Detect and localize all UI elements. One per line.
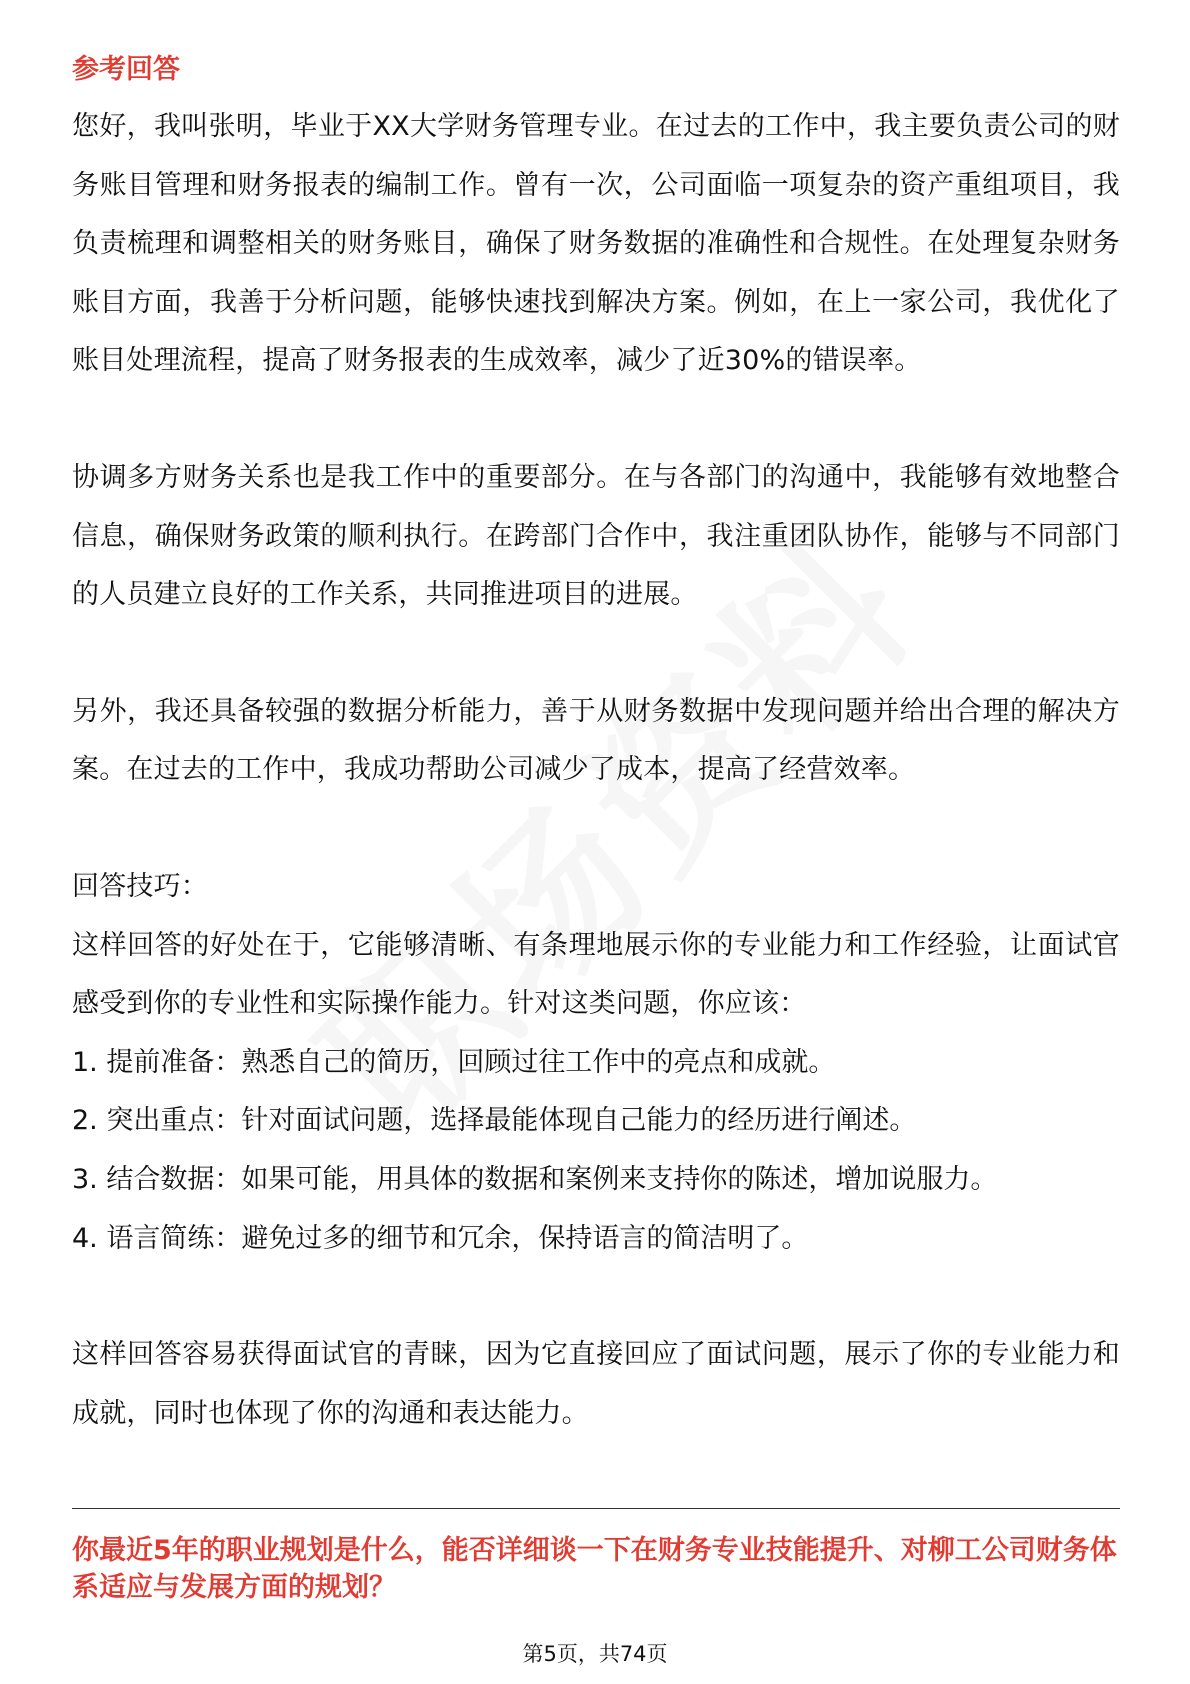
tips-list-item-1: 1. 提前准备：熟悉自己的简历，回顾过往工作中的亮点和成就。	[72, 1046, 836, 1078]
tips-list-item-4: 4. 语言简练：避免过多的细节和冗余，保持语言的简洁明了。	[72, 1222, 809, 1254]
paragraph-gap	[72, 391, 1120, 449]
tips-intro: 这样回答的好处在于，它能够清晰、有条理地展示你的专业能力和工作经验，让面试官感受到你的专业性和实际操作能力。针对这类问题，你应该：	[72, 929, 1120, 1020]
answer-heading: 参考回答	[72, 54, 180, 85]
page-footer: 第5页，共74页	[522, 1642, 668, 1666]
paragraph-gap	[72, 1268, 1120, 1326]
tips-heading: 回答技巧：	[72, 870, 208, 902]
answer-paragraph-2: 协调多方财务关系也是我工作中的重要部分。在与各部门的沟通中，我能够有效地整合信息，确保财务政策的顺利执行。在跨部门合作中，我注重团队协作，能够与不同部门的人员建立良好的工作关系，共同推进项目的进展。	[72, 461, 1120, 611]
tips-conclusion: 这样回答容易获得面试官的青睐，因为它直接回应了面试问题，展示了你的专业能力和成就，同时也体现了你的沟通和表达能力。	[72, 1339, 1120, 1429]
section-divider	[72, 1508, 1120, 1509]
answer-section	[72, 42, 1120, 1443]
answer-paragraph-1: 您好，我叫张明，毕业于XX大学财务管理专业。在过去的工作中，我主要负责公司的财务账目管理和财务报表的编制工作。曾有一次，公司面临一项复杂的资产重组项目，我负责梳理和调整相关的财务账目，确保了财务数据的准确性和合规性。在处理复杂财务账目方面，我善于分析问题，能够快速找到解决方案。例如，在上一家公司，我优化了账目处理流程，提高了财务报表的生成效率，减少了近30%的错误率。	[72, 111, 1120, 377]
paragraph-gap	[72, 800, 1120, 858]
answer-paragraph-3: 另外，我还具备较强的数据分析能力，善于从财务数据中发现问题并给出合理的解决方案。在过去的工作中，我成功帮助公司减少了成本，提高了经营效率。	[72, 695, 1120, 786]
paragraph-gap	[72, 625, 1120, 683]
tips-list-item-2: 2. 突出重点：针对面试问题，选择最能体现自己能力的经历进行阐述。	[72, 1105, 917, 1137]
next-question-heading: 你最近5年的职业规划是什么，能否详细谈一下在财务专业技能提升、对柳工公司财务体系适应与发展方面的规划？	[72, 1535, 1117, 1603]
tips-list-item-3: 3. 结合数据：如果可能，用具体的数据和案例来支持你的陈述，增加说服力。	[72, 1163, 998, 1195]
